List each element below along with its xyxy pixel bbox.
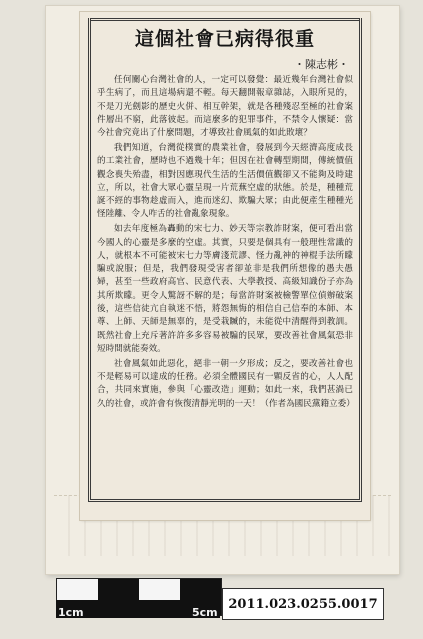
author-byline: ・陳志彬・ xyxy=(290,56,353,72)
paragraph-4: 社會風氣如此惡化，絕非一朝一夕形成；反之，要改善社會也不是輕易可以達成的任務。必須全體國民有一顆反省的心，人人配合，共同來實施，參與「心靈改造」運動；如此一來，我們甚渦已久的社會，或許會有恢復清靜光明的一天！（作者為國民黨籍立委） xyxy=(97,358,355,409)
paragraph-1: 任何關心台灣社會的人，一定可以發覺：最近幾年台灣社會似乎生病了，而且這場病還不輕。每天翻開報章雜誌，入眼所見的，不是刀光劍影的歷史火併、相互幹架，就是各種殘忍至極的社會案件層出不窮，此落彼起。而這麼多的犯罪事件，不禁令人懷疑：當今社會究竟出了什麼問題，才導致社會風氣的如此敗壞？ xyxy=(97,75,353,139)
newspaper-clipping xyxy=(80,12,370,520)
ruler-label-5cm: 5cm xyxy=(192,606,218,619)
paragraph-3: 如去年度極為轟動的宋七力、妙天等宗教詐財案，便可看出當今國人的心靈是多麼的空虛。其實，只要是個具有一般理性常識的人，就根本不可能被宋七力等膚淺荒謬、怪力亂神的神棍手法所矇騙或說服；但是，我們發現受害者卻並非是我們所想像的愚夫愚婦，甚至一些政府高官、民意代表、大學教授、高級知識份子亦為其所欺矇。更令人驚訝不解的是；每當許財案被檢警單位偵辦破案後，這些信徒亢自執迷不悟，將怨無悔的相信自己信奉的本師、本尊、上師、天師是無辜的，是受栽贓的，未能從中清醒得到教訓。既然社會上充斥著許許多多容易被騙的民眾，要改善社會風氣恐非短時間就能奏效。 xyxy=(97,224,353,354)
article-body xyxy=(97,74,353,495)
paragraph-2: 我們知道，台灣從樸實的農業社會，發展到今天經濟高度成長的工業社會，歷時也不過幾十年；但因在社會轉型期間，傳統價值觀念喪失殆盡，相對因應現代生活的生活價值觀卻又不能夠及時建立，所以，社會大眾心靈呈現一片荒蕪空虛的狀態。於是，種種荒誕不經的事物趁虛而入，進而迷幻、欺騙大眾；由此便產生種種光怪陸離、令人咋舌的社會亂象現象。 xyxy=(97,142,353,220)
ruler-label-1cm: 1cm xyxy=(58,606,84,619)
article-headline: 這個社會已病得很重 xyxy=(134,28,315,50)
accession-number-label: 2011.023.0255.0017 xyxy=(222,588,384,620)
article-frame xyxy=(88,18,362,502)
